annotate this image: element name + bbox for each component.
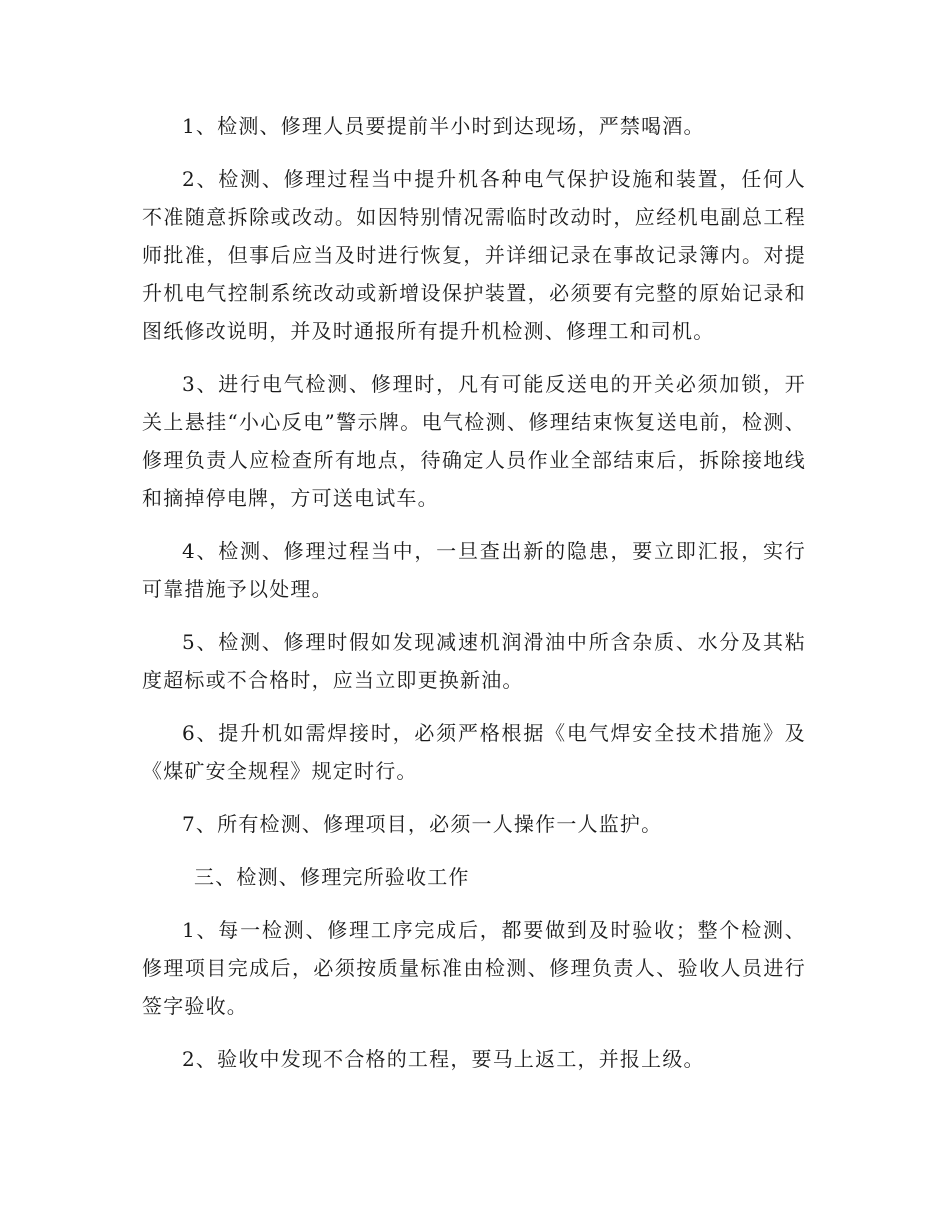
section-paragraph-item-2: 2、验收中发现不合格的工程，要马上返工，并报上级。 bbox=[182, 1047, 705, 1071]
paragraph-item-1: 1、检测、修理人员要提前半小时到达现场，严禁喝酒。 bbox=[182, 114, 705, 138]
paragraph-item-4: 4、检测、修理过程当中，一旦查出新的隐患，要立即汇报，实行可靠措施予以处理。 bbox=[142, 539, 806, 601]
paragraph-item-2: 2、检测、修理过程当中提升机各种电气保护设施和装置，任何人不准随意拆除或改动。如因特别情况需临时改动时，应经机电副总工程师批准，但事后应当及时进行恢复，并详细记录在事故记录簿内。对提升机电气控制系统改动或新增设保护装置，必须要有完整的原始记录和图纸修改说明，并及时通报所有提升机检测、修理工和司机。 bbox=[142, 167, 806, 343]
paragraph-item-5: 5、检测、修理时假如发现减速机润滑油中所含杂质、水分及其粘度超标或不合格时，应当立即更换新油。 bbox=[142, 630, 806, 692]
paragraph-item-6: 6、提升机如需焊接时，必须严格根据《电气焊安全技术措施》及《煤矿安全规程》规定时行。 bbox=[142, 721, 806, 783]
section-heading-acceptance: 三、检测、修理完所验收工作 bbox=[194, 865, 470, 889]
paragraph-item-3: 3、进行电气检测、修理时，凡有可能反送电的开关必须加锁，开关上悬挂“小心反电”警示牌。电气检测、修理结束恢复送电前，检测、修理负责人应检查所有地点，待确定人员作业全部结束后，拆除接地线和摘掉停电牌，方可送电试车。 bbox=[142, 372, 806, 510]
document-page bbox=[142, 107, 806, 1093]
section-paragraph-item-1: 1、每一检测、修理工序完成后，都要做到及时验收；整个检测、修理项目完成后，必须按质量标准由检测、修理负责人、验收人员进行签字验收。 bbox=[142, 918, 806, 1018]
paragraph-item-7: 7、所有检测、修理项目，必须一人操作一人监护。 bbox=[182, 812, 663, 836]
